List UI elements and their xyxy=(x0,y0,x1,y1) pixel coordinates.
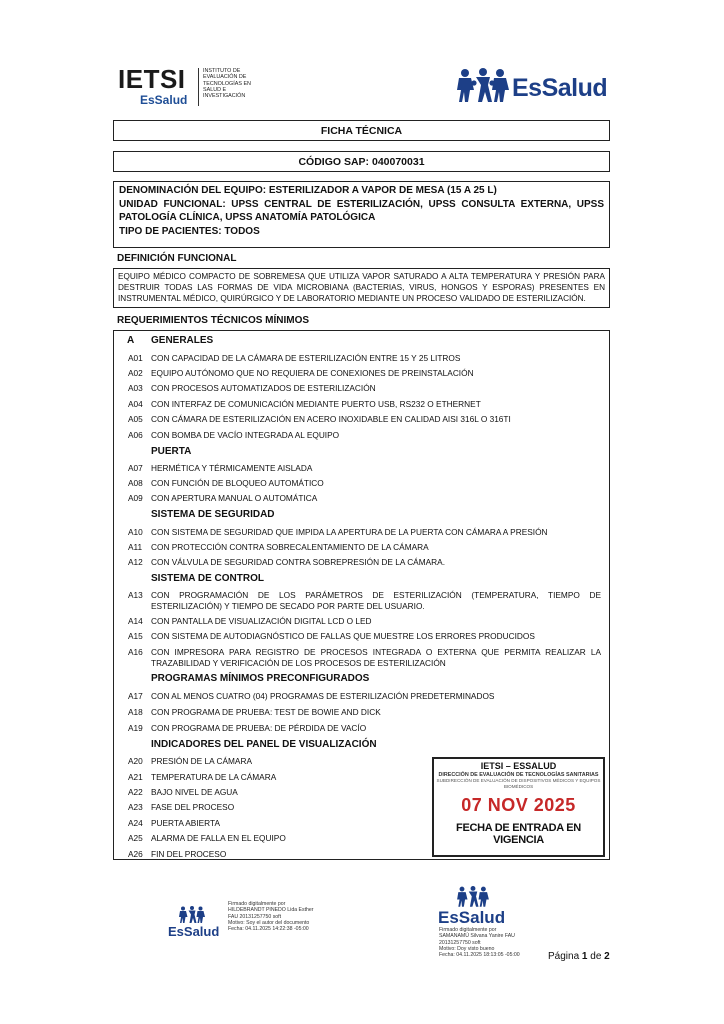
vigencia-stamp xyxy=(432,757,605,857)
unidad-funcional: UNIDAD FUNCIONAL: UPSS CENTRAL DE ESTERILIZACIÓN, UPSS CONSULTA EXTERNA, UPSS PATOLOGÍA CLÍNICA, UPSS ANATOMÍA PATOLÓGICA xyxy=(119,198,604,223)
item-text: CON PROGRAMACIÓN DE LOS PARÁMETROS DE ESTERILIZACIÓN (TEMPERATURA, TIEMPO DE ESTERILIZACIÓN) Y TIEMPO DE SECADO POR PARTE DEL USUARIO. xyxy=(151,590,601,611)
item-code: A01 xyxy=(128,353,143,363)
item-text: CON PROGRAMA DE PRUEBA: DE PÉRDIDA DE VACÍO xyxy=(151,723,367,733)
signature-line: Fecha: 04.11.2025 18:13:05 -05:00 xyxy=(439,952,520,959)
item-text: CON IMPRESORA PARA REGISTRO DE PROCESOS INTEGRADA O EXTERNA QUE PERMITA REALIZAR LA TRAZABILIDAD Y VERIFICACIÓN DE LOS PROCESOS DE ESTERILIZACIÓN xyxy=(151,647,601,668)
item-text: HERMÉTICA Y TÉRMICAMENTE AISLADA xyxy=(151,463,313,473)
ietsi-logo xyxy=(118,64,268,108)
family-icon xyxy=(450,886,496,908)
item-text: CON CAPACIDAD DE LA CÁMARA DE ESTERILIZACIÓN ENTRE 15 Y 25 LITROS xyxy=(151,353,461,363)
definicion-text: EQUIPO MÉDICO COMPACTO DE SOBREMESA QUE UTILIZA VAPOR SATURADO A ALTA TEMPERATURA Y PRESIÓN PARA DESTRUIR TODAS LAS FORMAS DE VIDA MICROBIANA (BACTERIAS, VIRUS, HONGOS Y ESPORAS) PRESENTES EN INSTRUMENTAL MÉDICO, QUIRÚRGICO Y DE LABORATORIO MEDIANTE UN PROCESO VALIDADO DE ESTERILIZACIÓN. xyxy=(118,272,605,303)
item-text: CON APERTURA MANUAL O AUTOMÁTICA xyxy=(151,493,318,503)
section-indicadores: INDICADORES DEL PANEL DE VISUALIZACIÓN xyxy=(151,739,377,750)
section-control: SISTEMA DE CONTROL xyxy=(151,573,264,584)
item-code: A09 xyxy=(128,493,143,503)
item-text: ALARMA DE FALLA EN EL EQUIPO xyxy=(151,833,286,843)
item-text: CON SISTEMA DE SEGURIDAD QUE IMPIDA LA APERTURA DE LA PUERTA CON CÁMARA A PRESIÓN xyxy=(151,527,548,537)
requerimientos-label: REQUERIMIENTOS TÉCNICOS MÍNIMOS xyxy=(117,315,310,326)
section-letter: A xyxy=(127,335,135,346)
item-code: A23 xyxy=(128,802,143,812)
item-text: CON BOMBA DE VACÍO INTEGRADA AL EQUIPO xyxy=(151,430,340,440)
item-code: A03 xyxy=(128,383,143,393)
section-seguridad: SISTEMA DE SEGURIDAD xyxy=(151,509,275,520)
ietsi-line: EVALUACIÓN DE xyxy=(203,74,247,81)
item-code: A20 xyxy=(128,756,143,766)
footer-logo-word: EsSalud xyxy=(438,908,506,927)
ietsi-line: TECNOLOGÍAS EN xyxy=(203,80,251,87)
stamp-title: IETSI – ESSALUD xyxy=(480,761,557,771)
item-text: CON PANTALLA DE VISUALIZACIÓN DIGITAL LCD O LED xyxy=(151,616,372,626)
item-text: CON PROTECCIÓN CONTRA SOBRECALENTAMIENTO DE LA CÁMARA xyxy=(151,542,429,552)
digital-signature-2 xyxy=(439,927,559,958)
item-code: A16 xyxy=(128,647,143,657)
footer-essalud-logo-right xyxy=(438,886,508,932)
codigo-box xyxy=(113,151,610,172)
ietsi-line: SALUD E xyxy=(203,86,227,93)
family-icon xyxy=(174,906,210,924)
signature-line: Fecha: 04.11.2025 14:22:38 -05:00 xyxy=(228,926,309,933)
essalud-wordmark: EsSalud xyxy=(512,74,608,102)
item-code: A22 xyxy=(128,787,143,797)
item-text: EQUIPO AUTÓNOMO QUE NO REQUIERA DE CONEXIONES DE PREINSTALACIÓN xyxy=(151,368,474,378)
signature-line: Firmado digitalmente por xyxy=(439,927,497,933)
signature-line: Motivo: Doy visto bueno xyxy=(439,945,495,952)
footer-logo-word: EsSalud xyxy=(168,924,220,939)
item-text: PRESIÓN DE LA CÁMARA xyxy=(151,756,252,766)
item-code: A19 xyxy=(128,723,143,733)
item-code: A21 xyxy=(128,772,143,782)
item-code: A11 xyxy=(128,542,143,552)
ietsi-institute-name xyxy=(203,68,273,99)
item-code: A02 xyxy=(128,368,143,378)
signature-line: Firmado digitalmente por xyxy=(228,901,286,907)
item-text: CON PROGRAMA DE PRUEBA: TEST DE BOWIE AND DICK xyxy=(151,707,381,717)
signature-line: Motivo: Soy el autor del documento xyxy=(228,919,310,926)
item-text: FASE DEL PROCESO xyxy=(151,802,235,812)
page-current: 1 xyxy=(581,951,588,962)
ficha-title: FICHA TÉCNICA xyxy=(320,124,403,137)
item-text: CON PROCESOS AUTOMATIZADOS DE ESTERILIZACIÓN xyxy=(151,383,376,393)
ficha-title-box xyxy=(113,120,610,141)
page-of: de xyxy=(590,951,602,962)
signature-line: SAMANAMÚ Silvana Yanire FAU xyxy=(439,933,515,940)
item-code: A10 xyxy=(128,527,143,537)
page-prefix: Página xyxy=(548,951,580,962)
item-text: CON CÁMARA DE ESTERILIZACIÓN EN ACERO INOXIDABLE EN CALIDAD AISI 316L O 316TI xyxy=(151,414,511,424)
definicion-box xyxy=(113,268,610,308)
item-text: CON FUNCIÓN DE BLOQUEO AUTOMÁTICO xyxy=(151,478,324,488)
item-text: CON AL MENOS CUATRO (04) PROGRAMAS DE ESTERILIZACIÓN PREDETERMINADOS xyxy=(151,691,495,701)
item-text: CON INTERFAZ DE COMUNICACIÓN MEDIANTE PUERTO USB, RS232 O ETHERNET xyxy=(151,399,481,409)
tipo-pacientes: TIPO DE PACIENTES: TODOS xyxy=(119,225,260,237)
item-code: A25 xyxy=(128,833,143,843)
essalud-logo xyxy=(456,68,611,108)
digital-signature-1 xyxy=(228,901,353,932)
item-code: A12 xyxy=(128,557,143,567)
item-code: A04 xyxy=(128,399,143,409)
item-text: PUERTA ABIERTA xyxy=(151,818,221,828)
item-code: A17 xyxy=(128,691,143,701)
item-code: A14 xyxy=(128,616,143,626)
equipment-info-box xyxy=(113,181,610,248)
family-icon xyxy=(456,68,510,104)
ietsi-line: INVESTIGACIÓN xyxy=(203,93,246,100)
section-generales: GENERALES xyxy=(151,335,214,346)
definicion-label: DEFINICIÓN FUNCIONAL xyxy=(117,253,237,264)
ietsi-wordmark: IETSI xyxy=(118,64,186,94)
page-total: 2 xyxy=(604,951,610,962)
stamp-subtitle-2: SUBDIRECCIÓN DE EVALUACIÓN DE DISPOSITIVOS MÉDICOS Y EQUIPOS BIOMÉDICOS xyxy=(436,778,601,789)
logo-divider xyxy=(198,68,199,106)
item-code: A18 xyxy=(128,707,143,717)
signature-line: FAU 20131257750 soft xyxy=(228,913,282,920)
footer-essalud-logo-left xyxy=(168,906,220,942)
item-text: FIN DEL PROCESO xyxy=(151,849,227,859)
stamp-footer: FECHA DE ENTRADA EN VIGENCIA xyxy=(456,822,581,847)
item-code: A13 xyxy=(128,590,143,600)
item-code: A05 xyxy=(128,414,143,424)
ietsi-essalud-subtext: EsSalud xyxy=(140,93,188,107)
item-code: A15 xyxy=(128,631,143,641)
codigo-sap: CÓDIGO SAP: 040070031 xyxy=(298,155,425,168)
item-code: A06 xyxy=(128,430,143,440)
item-text: CON SISTEMA DE AUTODIAGNÓSTICO DE FALLAS QUE MUESTRE LOS ERRORES PRODUCIDOS xyxy=(151,631,535,641)
stamp-date: 07 NOV 2025 xyxy=(461,795,576,816)
section-programas: PROGRAMAS MÍNIMOS PRECONFIGURADOS xyxy=(151,673,370,684)
item-text: CON VÁLVULA DE SEGURIDAD CONTRA SOBREPRESIÓN DE LA CÁMARA. xyxy=(151,557,445,567)
item-code: A26 xyxy=(128,849,143,859)
item-text: BAJO NIVEL DE AGUA xyxy=(151,787,238,797)
stamp-subtitle: DIRECCIÓN DE EVALUACIÓN DE TECNOLOGÍAS SANITARIAS xyxy=(438,772,599,778)
section-puerta: PUERTA xyxy=(151,446,192,457)
item-code: A07 xyxy=(128,463,143,473)
signature-line: 20131257750 soft xyxy=(439,939,481,946)
item-text: TEMPERATURA DE LA CÁMARA xyxy=(151,772,277,782)
page-number xyxy=(548,951,610,962)
denominacion: DENOMINACIÓN DEL EQUIPO: ESTERILIZADOR A VAPOR DE MESA (15 A 25 L) xyxy=(119,185,497,196)
item-code: A08 xyxy=(128,478,143,488)
ietsi-line: INSTITUTO DE xyxy=(203,68,241,74)
item-code: A24 xyxy=(128,818,143,828)
signature-line: HILDEBRANDT PINEDO Lida Esther xyxy=(228,907,314,914)
